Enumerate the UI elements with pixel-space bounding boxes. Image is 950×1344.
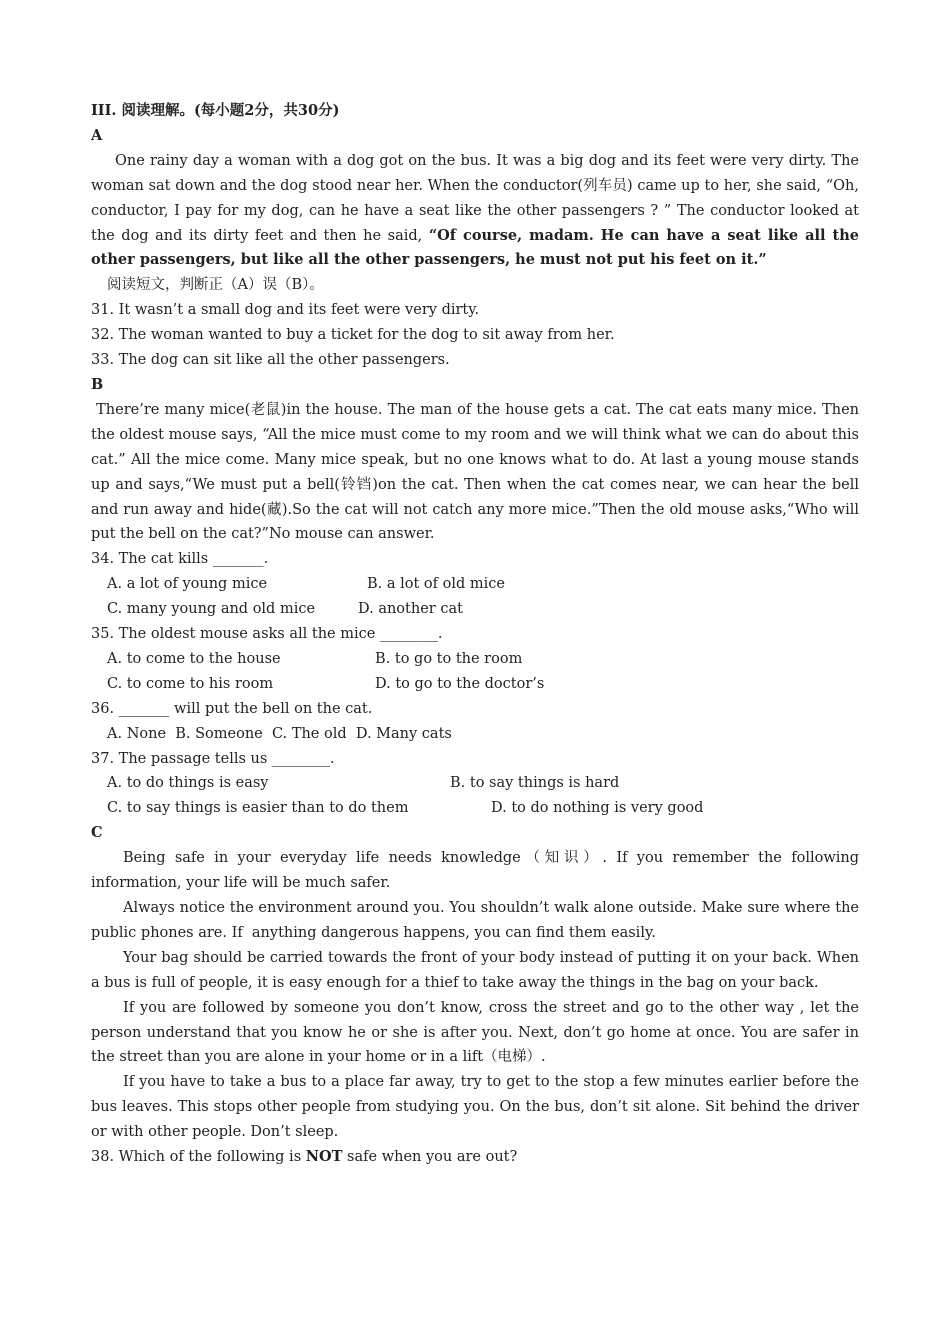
passage-c-paragraph-2: Always notice the environment around you. You shouldn’t walk alone outside. Make sure where the public phones are. If anything dangerous happens, you can find them easily. <box>91 900 864 941</box>
passage-a-label: A <box>91 126 103 144</box>
question-37-options-row1 <box>91 771 859 796</box>
passage-c-label: C <box>91 824 103 842</box>
passage-b-text: There’re many mice(老鼠)in the house. The man of the house gets a cat. The cat eats many mice. Then the oldest mouse says, “All the mice must come to my room and we will think what we can do about this cat.” All the mice come. Many mice speak, but no one knows what to do. At last a young mouse stands up and says,“We must put a bell(铃铛)on the cat. Then when the cat comes near, we can hear the bell and run away and hide(藏).So the cat will not catch any more mice.”Then the old mouse asks,“Who will put the bell on the cat?”No mouse can answer. <box>91 401 864 543</box>
question-37-option-a: A. to do things is easy <box>107 775 269 792</box>
question-35-option-d: D. to go to the doctor’s <box>375 675 545 692</box>
question-35-option-a: A. to come to the house <box>107 650 281 667</box>
question-38-stem <box>91 1145 859 1170</box>
question-36-stem: 36. _______ will put the bell on the cat. <box>91 700 373 717</box>
passage-b-label: B <box>91 375 104 393</box>
question-31: 31. It wasn’t a small dog and its feet were very dirty. <box>91 302 480 319</box>
question-34-option-c: C. many young and old mice <box>107 601 316 618</box>
question-35-options-row2 <box>91 672 859 697</box>
question-37-option-b: B. to say things is hard <box>450 775 620 792</box>
question-33: 33. The dog can sit like all the other passengers. <box>91 352 450 369</box>
question-34-options-row2 <box>91 597 859 622</box>
question-34-option-b: B. a lot of old mice <box>367 576 505 593</box>
question-34-options-row1 <box>91 572 859 597</box>
section-title: III. 阅读理解。(每小题2分，共30分) <box>91 102 340 119</box>
question-36-options: A. None B. Someone C. The old D. Many cats <box>107 725 452 742</box>
question-37-stem: 37. The passage tells us ________. <box>91 750 335 767</box>
passage-a-text-normal: One rainy day a woman with a dog got on the bus. It was a big dog and its feet were very dirty. The woman sat down and the dog stood near her. When the conductor(列车员) came up to her, she said, “Oh, conductor, I pay for my dog, can he have a seat like the other passengers ? ” The conductor looked at the dog and its dirty feet and then he said, <box>91 152 864 244</box>
passage-c-paragraph-3: Your bag should be carried towards the front of your body instead of putting it on your back. When a bus is full of people, it is easy enough for a thief to take away the things in the bag on your back. <box>91 949 864 991</box>
question-37-option-d: D. to do nothing is very good <box>491 800 704 817</box>
question-38-prefix: 38. Which of the following is <box>91 1149 306 1166</box>
passage-a-text <box>91 149 865 274</box>
question-35-options-row1 <box>91 647 859 672</box>
passage-a-instruction: 阅读短文，判断正（A）误（B）。 <box>107 277 324 294</box>
exam-page <box>91 99 865 1170</box>
question-35-stem: 35. The oldest mouse asks all the mice ________. <box>91 626 443 643</box>
question-37-options-row2 <box>91 796 859 821</box>
passage-c-paragraph-5: If you have to take a bus to a place far away, try to get to the stop a few minutes earlier before the bus leaves. This stops other people from studying you. On the bus, don’t sit alone. Sit behind the driver or with other people. Don’t sleep. <box>91 1074 864 1141</box>
question-35-option-c: C. to come to his room <box>107 675 274 692</box>
question-34-option-d: D. another cat <box>358 601 463 618</box>
question-32: 32. The woman wanted to buy a ticket for the dog to sit away from her. <box>91 327 615 344</box>
passage-a-text-bold: “Of course, madam. He can have a seat like all the other passengers, but like all the other passengers, he must not put his feet on it.” <box>91 226 865 269</box>
question-35-option-b: B. to go to the room <box>375 650 523 667</box>
question-34-stem: 34. The cat kills _______. <box>91 551 269 568</box>
question-34-option-a: A. a lot of young mice <box>107 576 268 593</box>
passage-c-paragraph-1: Being safe in your everyday life needs knowledge（知识）. If you remember the following information, your life will be much safer. <box>91 850 864 892</box>
question-38-bold: NOT <box>305 1148 343 1166</box>
passage-c-paragraph-4: If you are followed by someone you don’t know, cross the street and go to the other way , let the person understand that you know he or she is after you. Next, don’t go home at once. You are safer in the street than you are alone in your home or in a lift（电梯）. <box>91 999 864 1066</box>
question-37-option-c: C. to say things is easier than to do them <box>107 800 409 817</box>
question-38-suffix: safe when you are out? <box>342 1149 518 1166</box>
